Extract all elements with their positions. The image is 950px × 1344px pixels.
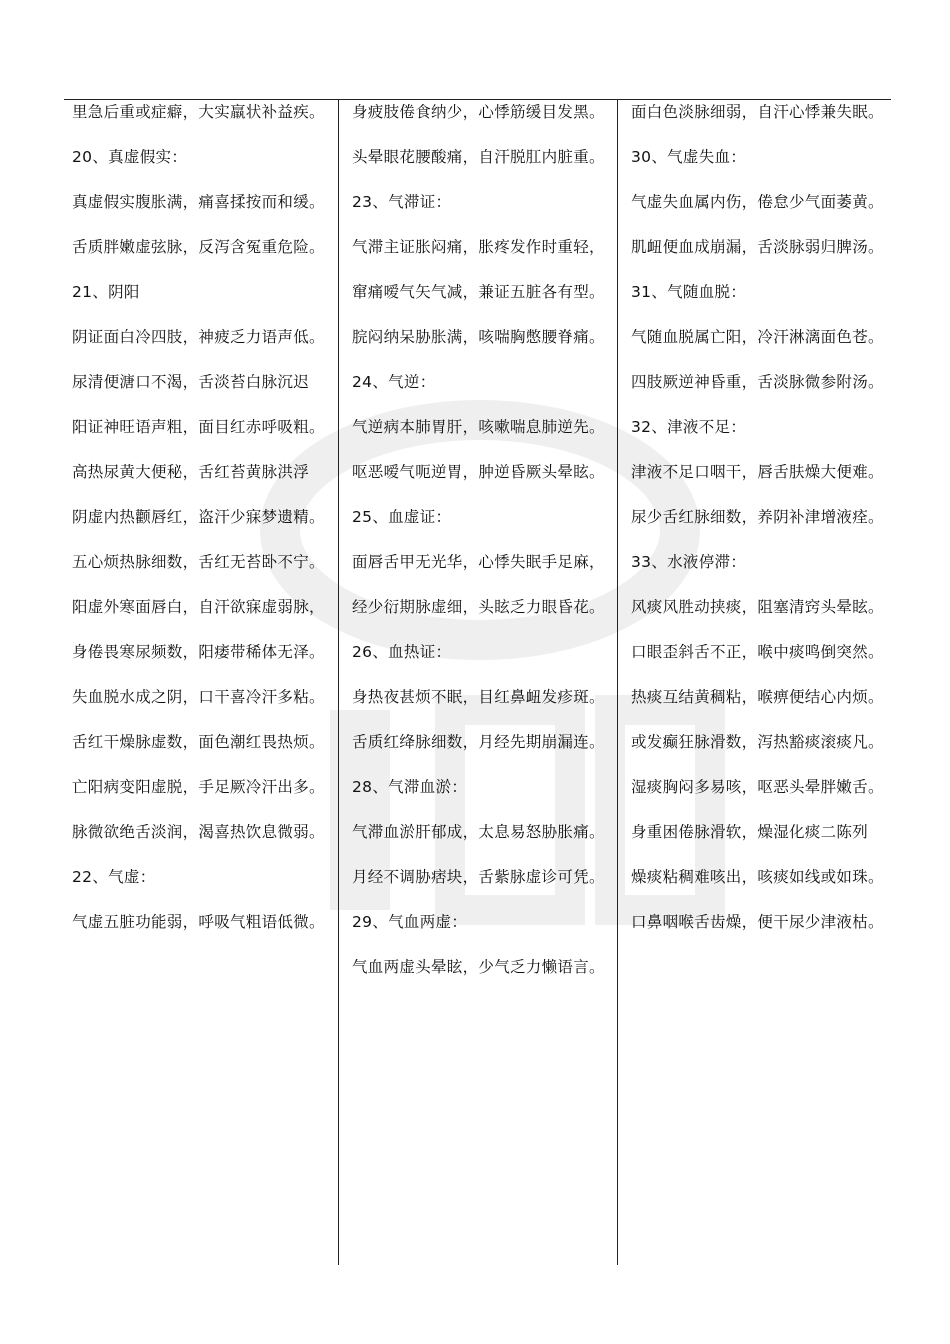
verse-line: 气滞血淤肝郁成，太息易怒胁胀痛。 bbox=[352, 823, 605, 841]
verse-line: 尿清便溏口不渴，舌淡苔白脉沉迟 bbox=[72, 373, 310, 391]
verse-line: 身倦畏寒尿频数，阳痿带稀体无泽。 bbox=[72, 643, 325, 661]
verse-line: 肌衄便血成崩漏，舌淡脉弱归脾汤。 bbox=[631, 238, 884, 256]
verse-line: 尿少舌红脉细数，养阴补津增液痊。 bbox=[631, 508, 884, 526]
verse-line: 气虚五脏功能弱，呼吸气粗语低微。 bbox=[72, 913, 325, 931]
verse-line: 里急后重或症癖，大实羸状补益疾。 bbox=[72, 103, 325, 121]
section-heading: 29、气血两虚： bbox=[352, 913, 468, 931]
verse-line: 气随血脱属亡阳，冷汗淋漓面色苍。 bbox=[631, 328, 884, 346]
column-3 bbox=[631, 100, 889, 957]
verse-line: 舌红干燥脉虚数，面色潮红畏热烦。 bbox=[72, 733, 325, 751]
verse-line: 口眼歪斜舌不正，喉中痰鸣倒突然。 bbox=[631, 643, 884, 661]
verse-line: 脉微欲绝舌淡润，渴喜热饮息微弱。 bbox=[72, 823, 325, 841]
verse-line: 口鼻咽喉舌齿燥，便干尿少津液枯。 bbox=[631, 913, 884, 931]
section-heading: 22、气虚： bbox=[72, 868, 156, 886]
column-1 bbox=[72, 100, 334, 957]
verse-line: 五心烦热脉细数，舌红无苔卧不宁。 bbox=[72, 553, 325, 571]
verse-line: 阳虚外寒面唇白，自汗欲寐虚弱脉， bbox=[72, 598, 325, 616]
section-heading: 20、真虚假实： bbox=[72, 148, 188, 166]
verse-line: 舌质红绛脉细数，月经先期崩漏连。 bbox=[352, 733, 605, 751]
verse-line: 热痰互结黄稠粘，喉痹便结心内烦。 bbox=[631, 688, 884, 706]
verse-line: 面唇舌甲无光华，心悸失眠手足麻， bbox=[352, 553, 605, 571]
verse-line: 身疲肢倦食纳少，心悸筋缓目发黑。 bbox=[352, 103, 605, 121]
verse-line: 高热尿黄大便秘，舌红苔黄脉洪浮 bbox=[72, 463, 310, 481]
verse-line: 头晕眼花腰酸痛，自汗脱肛内脏重。 bbox=[352, 148, 605, 166]
verse-line: 亡阳病变阳虚脱，手足厥冷汗出多。 bbox=[72, 778, 325, 796]
verse-line: 真虚假实腹胀满，痛喜揉按而和缓。 bbox=[72, 193, 325, 211]
verse-line: 身重困倦脉滑软，燥湿化痰二陈列 bbox=[631, 823, 869, 841]
verse-line: 气逆病本肺胃肝，咳嗽喘息肺逆先。 bbox=[352, 418, 605, 436]
section-heading: 25、血虚证： bbox=[352, 508, 452, 526]
verse-line: 窜痛嗳气矢气减，兼证五脏各有型。 bbox=[352, 283, 605, 301]
verse-line: 脘闷纳呆胁胀满，咳喘胸憋腰脊痛。 bbox=[352, 328, 605, 346]
verse-line: 气滞主证胀闷痛，胀疼发作时重轻， bbox=[352, 238, 605, 256]
section-heading: 33、水液停滞： bbox=[631, 553, 747, 571]
verse-line: 燥痰粘稠难咳出，咳痰如线或如珠。 bbox=[631, 868, 884, 886]
verse-line: 风痰风胜动挟痰，阻塞清窍头晕眩。 bbox=[631, 598, 884, 616]
verse-line: 阴证面白冷四肢，神疲乏力语声低。 bbox=[72, 328, 325, 346]
section-heading: 31、气随血脱： bbox=[631, 283, 747, 301]
section-heading: 26、血热证： bbox=[352, 643, 452, 661]
verse-line: 津液不足口咽干，唇舌肤燥大便难。 bbox=[631, 463, 884, 481]
verse-line: 月经不调胁痞块，舌紫脉虚诊可凭。 bbox=[352, 868, 605, 886]
section-heading: 23、气滞证： bbox=[352, 193, 452, 211]
column-divider-1 bbox=[338, 99, 339, 1265]
verse-line: 阳证神旺语声粗，面目红赤呼吸粗。 bbox=[72, 418, 325, 436]
verse-line: 身热夜甚烦不眠，目红鼻衄发疹斑。 bbox=[352, 688, 605, 706]
verse-line: 或发癫狂脉滑数，泻热豁痰滚痰凡。 bbox=[631, 733, 884, 751]
section-heading: 24、气逆： bbox=[352, 373, 436, 391]
verse-line: 舌质胖嫩虚弦脉，反泻含冤重危险。 bbox=[72, 238, 325, 256]
verse-line: 失血脱水成之阴，口干喜冷汗多粘。 bbox=[72, 688, 325, 706]
column-2 bbox=[352, 100, 614, 1002]
verse-line: 呕恶嗳气呃逆胃，肿逆昏厥头晕眩。 bbox=[352, 463, 605, 481]
verse-line: 湿痰胸闷多易咳，呕恶头晕胖嫩舌。 bbox=[631, 778, 884, 796]
verse-line: 阴虚内热颧唇红，盗汗少寐梦遗精。 bbox=[72, 508, 325, 526]
section-heading: 21、阴阳 bbox=[72, 283, 140, 301]
column-divider-2 bbox=[617, 99, 618, 1265]
section-heading: 28、气滞血淤： bbox=[352, 778, 468, 796]
section-heading: 30、气虚失血： bbox=[631, 148, 747, 166]
section-heading: 32、津液不足： bbox=[631, 418, 747, 436]
verse-line: 面白色淡脉细弱，自汗心悸兼失眠。 bbox=[631, 103, 884, 121]
verse-line: 四肢厥逆神昏重，舌淡脉微参附汤。 bbox=[631, 373, 884, 391]
verse-line: 气虚失血属内伤，倦怠少气面萎黄。 bbox=[631, 193, 884, 211]
verse-line: 经少衍期脉虚细，头眩乏力眼昏花。 bbox=[352, 598, 605, 616]
verse-line: 气血两虚头晕眩，少气乏力懒语言。 bbox=[352, 958, 605, 976]
